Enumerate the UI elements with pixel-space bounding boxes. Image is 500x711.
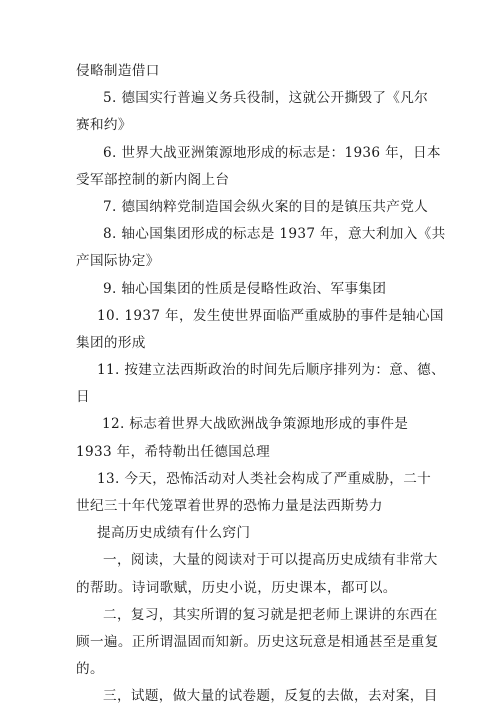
text-line-15: 1933 年，希特勒出任德国总理: [76, 443, 271, 460]
text-line-6: 7. 德国纳粹党制造国会纵火案的目的是镇压共产党人: [103, 198, 429, 215]
text-line-7: 8. 轴心国集团形成的标志是 1937 年，意大利加入《共: [103, 226, 446, 243]
text-line-24: 三，试题，做大量的试卷题，反复的去做，去对案，目: [103, 688, 438, 705]
text-line-2: 5. 德国实行普遍义务兵役制，这就公开撕毁了《凡尔: [103, 90, 429, 107]
text-line-19: 一，阅读，大量的阅读对于可以提高历史成绩有非常大: [103, 552, 438, 569]
text-line-14: 12. 标志着世界大战欧洲战争策源地形成的事件是: [102, 416, 409, 433]
text-line-13: 日: [76, 389, 90, 406]
text-line-22: 顾一遍。正所谓温固而知新。历史这玩意是相通甚至是重复: [76, 633, 439, 650]
document-page: [76, 58, 446, 711]
text-line-10: 10. 1937 年，发生使世界面临严重威胁的事件是轴心国: [97, 307, 444, 324]
text-line-8: 产国际协定》: [76, 253, 160, 270]
text-line-3: 赛和约》: [76, 117, 132, 134]
text-line-17: 世纪三十年代笼罩着世界的恐怖力量是法西斯势力: [76, 498, 383, 514]
text-line-23: 的。: [76, 661, 104, 678]
text-line-9: 9. 轴心国集团的性质是侵略性政治、军事集团: [103, 280, 387, 297]
text-line-5: 受军部控制的新内阁上台: [76, 171, 230, 188]
text-line-20: 的帮助。诗词歌赋，历史小说，历史课本，都可以。: [76, 579, 397, 596]
text-line-16: 13. 今天，恐怖活动对人类社会构成了严重威胁，二十: [97, 470, 432, 487]
text-line-21: 二，复习，其实所谓的复习就是把老师上课讲的东西在: [103, 606, 438, 623]
text-line-4: 6. 世界大战亚洲策源地形成的标志是：1936 年，日本: [103, 144, 441, 161]
text-line-11: 集团的形成: [76, 334, 146, 351]
text-line-12: 11. 按建立法西斯政治的时间先后顺序排列为：意、德、: [97, 362, 446, 379]
text-line-1: 侵略制造借口: [76, 63, 160, 79]
section-heading: 提高历史成绩有什么窍门: [97, 525, 251, 542]
